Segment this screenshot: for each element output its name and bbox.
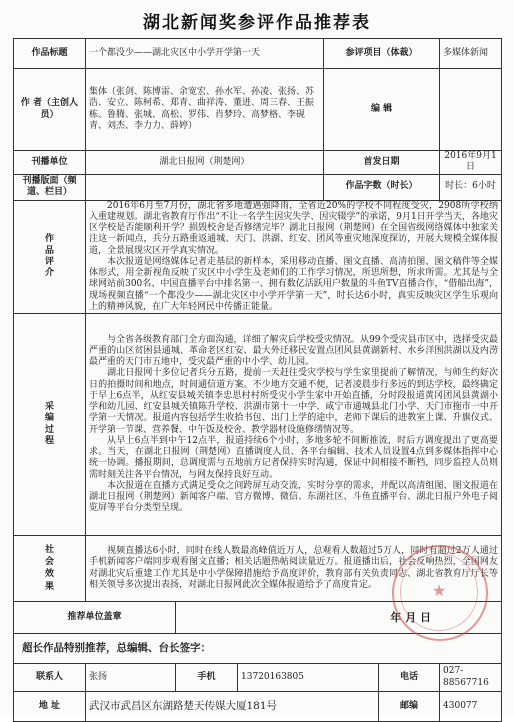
label-phone: 电话 xyxy=(379,664,440,692)
label-mobile: 手机 xyxy=(176,664,238,692)
value-editor xyxy=(440,69,502,151)
value-contact: 张扬 xyxy=(86,664,176,692)
row-authors xyxy=(14,69,502,151)
label-evaluation xyxy=(14,200,86,314)
evaluation-paragraph-2: 本次报道是网络媒体记者走基层的新样本，采用移动直播、图文直播、高清拍图、图文稿件等全媒体形式，用全新视角反映了灾区中小学生及老师们的工作学习情况，所思所想，所求所需。尤其是与全球网站前300名、中国直播平台中排名第一、拥有数亿活跃用户数量的斗鱼TV直播合作，“借船出海”，现场视频直播“一个都没少——湖北灾区中小学开学第一天”，时长达6小时，真实反映灾区学生乐观向上的精神风貌，在广大年轻网民中传播正能量。 xyxy=(89,256,499,312)
label-effect-text: 社会效果 xyxy=(44,545,54,592)
row-work-title xyxy=(14,39,502,69)
effect-paragraph-1: 视频直播达6小时，同时在线人数最高峰值近万人，总观看人数超过5万人，同时有超过2万人通过手机新闻客户端同步观看图文直播；相关话题热帖阅读量近万。报道播出后，社会反响热烈，全国网友对湖北灾后重建工作尤其是中小学保障措施给予高度评价，教育部有关负责同志、湖北省教育厅厅长等相关领导多次提出表扬，对湖北日报网此次全媒体报道给予了高度肯定。 xyxy=(89,546,499,590)
label-length: 作品字数（时长） xyxy=(324,174,440,200)
label-address: 地 址 xyxy=(14,692,86,722)
value-work-title: 一个都没少——湖北灾区中小学开学第一天 xyxy=(86,39,324,69)
process-paragraph-1: 与全省各级教育部门全方面沟通，详细了解灾后学校受灾情况。从99个受灾县市区中，选择受灾最严重的山区贫困县通城、革命老区红安、最大外迁移民安置点团风县黄湖新村、水乡洋围洪湖以及内涝最严重的天门市五地中，受灾最严重的中小学、幼儿园。 xyxy=(89,334,499,367)
value-publisher: 湖北日报网（荆楚网） xyxy=(86,151,324,175)
label-publisher: 刊播单位 xyxy=(14,151,86,175)
label-process xyxy=(14,314,86,536)
row-address xyxy=(14,692,502,722)
label-special: 超长作品特别推荐，总编辑、台长签字： xyxy=(14,634,502,664)
value-zip: 430077 xyxy=(440,692,502,722)
label-work-title: 作品标题 xyxy=(14,39,86,69)
value-channel xyxy=(86,174,324,200)
row-evaluation xyxy=(14,200,502,314)
value-seal-date: 年 月 日 xyxy=(176,602,502,634)
process-paragraph-2: 湖北日报网十多位记者兵分五路，提前一天赶往受灾学校与学生家里提前了解情况，与师生约好次日的拍摄时间和地点，时间通信道方案。不少地方交通不便，记者凌晨步行多远的到达学校，最终确定于早上6点半，从红安县城关镇李忠思村村所受灾小学生家中开始直播，分时段报道黄冈团风县黄湖小学和幼儿园、红安县城关镇陈升学校、洪湖市第十一中学、咸宁市通城县北门小学、天门市拖市一中开学第一天情况。报道内容包括学生收拾书包、出门上学的途中，老师下课后的进教室上课、升旗仪式、开学第一节课、营养餐、中午饭及校舍、教学器材设施修缮情况等。 xyxy=(89,368,499,435)
value-address: 武汉市武昌区东湖路楚天传媒大厦181号 xyxy=(86,692,379,722)
value-process xyxy=(86,314,502,536)
official-seal-icon xyxy=(392,545,488,641)
value-authors: 集体（张剑、陈博雷、余宽宏、孙水军、孙凌、张扬、苏浩、安立、陈柯希、郑青、曲祥涛、董进、周三春、王振栋、鲁腾、张城、高松、罗伟、肖梦玲、高梦格、李砚青、刘杰、李力力、薛婷） xyxy=(86,69,324,151)
value-evaluation xyxy=(86,200,502,314)
row-process xyxy=(14,314,502,536)
label-evaluation-text: 作品评介 xyxy=(44,234,54,278)
seal-star-icon: ★ xyxy=(432,581,447,600)
row-contact xyxy=(14,664,502,692)
value-category: 多媒体新闻 xyxy=(440,39,502,69)
label-channel: 刊播版面（频道、栏目） xyxy=(14,174,86,200)
label-authors: 作 者（主创人员） xyxy=(14,69,86,151)
value-publish-date: 2016年9月1日 xyxy=(440,151,502,175)
label-editor: 编 辑 xyxy=(324,69,440,151)
label-category: 参评项目（体裁） xyxy=(324,39,440,69)
value-phone: 027-88567716 xyxy=(440,664,502,692)
process-paragraph-4: 本次报道在直播方式满足受众之间跨屏互动交流，实时分享的需求，并配以高清组图、图文报道在湖北日报网（荆楚网）新闻客户端、官方微博、微信、东湖社区、斗鱼直播平台、湖北日报户外电子阅览屏等平台分类型呈现。 xyxy=(89,480,499,514)
label-process-text: 采编过程 xyxy=(44,402,54,446)
value-length: 时长：6小时 xyxy=(440,174,502,200)
label-zip: 邮编 xyxy=(379,692,440,722)
label-seal: 推荐单位盖章 xyxy=(14,602,176,634)
label-contact: 联系人 xyxy=(14,664,86,692)
row-channel xyxy=(14,174,502,200)
form-title: 湖北新闻奖参评作品推荐表 xyxy=(143,13,371,33)
row-publisher xyxy=(14,151,502,175)
evaluation-paragraph-1: 2016年6月至7月份，湖北省多地遭遇强降雨，全省近20%的学校不同程度受灾，2908所学校纳入重建规划。湖北省教育厅作出“不让一名学生因灾失学、因灾辍学”的承诺，9月1日开学当天，各地灾区学校是否能顺利开学？损毁校舍是否修缮完毕？湖北日报网（荆楚网）在全国省级网络媒体中独家关注这一新闻点，兵分五路重返通城、天门、洪湖、红安、团风等重灾地深度探访，开展大规模全媒体报道，全景展现灾区开学真实情况。 xyxy=(89,200,499,256)
value-mobile: 13720163805 xyxy=(238,664,379,692)
process-paragraph-3: 从早上6点半到中午12点半，报道持续6个小时，多地多轮不间断推流，时后方调度提出了更高要求。当天，在湖北日报网（荆楚网）直播调度人员、各平台编辑、技术人员设置4点到多媒体指挥中心统一协调。播报期间，总调度需与五地前方记者保持实时沟通，保证中间相接不断档，同步监控人员则需时刻关注各平台情况，与网友保持良好互动。 xyxy=(89,435,499,480)
label-publish-date: 首发日期 xyxy=(324,151,440,175)
label-effect xyxy=(14,536,86,602)
